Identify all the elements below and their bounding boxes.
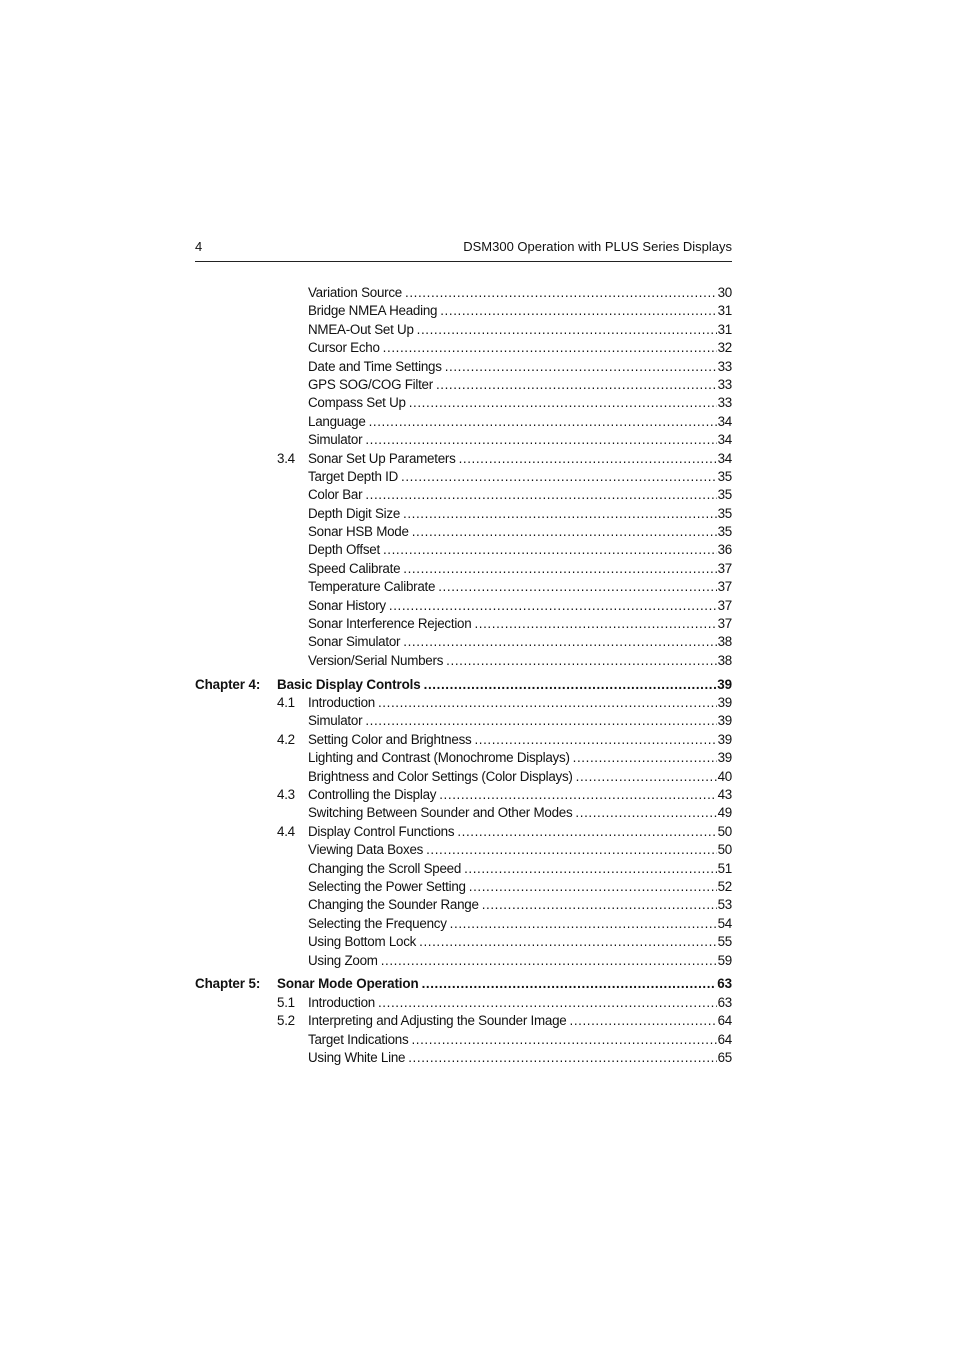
toc-chapter-row — [195, 975, 732, 994]
toc-page-number: 39 — [717, 676, 732, 692]
toc-entry-row — [195, 768, 732, 786]
toc-dot-leader — [378, 994, 717, 1012]
toc-dot-leader — [422, 975, 717, 993]
toc-section-number: 4.2 — [277, 731, 295, 747]
toc-entry-title: Lighting and Contrast (Monochrome Displays) — [308, 750, 570, 766]
toc-entry — [277, 676, 732, 694]
toc-entry — [308, 731, 732, 749]
toc-page-number: 63 — [717, 976, 732, 992]
toc-entry — [308, 284, 732, 302]
toc-entry-row — [195, 1049, 732, 1067]
toc-dot-leader — [438, 578, 716, 596]
toc-entry-row — [195, 878, 732, 896]
toc-page-number: 35 — [717, 468, 732, 484]
toc-entry-row — [195, 952, 732, 970]
toc-dot-leader — [426, 841, 717, 859]
toc-entry-title: Simulator — [308, 713, 363, 729]
toc-entry — [308, 652, 732, 670]
toc-entry-title: Bridge NMEA Heading — [308, 303, 438, 319]
toc-entry-row — [195, 633, 732, 651]
toc-entry — [308, 860, 732, 878]
toc-page-number: 33 — [717, 395, 732, 411]
toc-dot-leader — [378, 694, 717, 712]
toc-page-number: 35 — [717, 524, 732, 540]
toc-entry — [308, 712, 732, 730]
toc-page-number: 36 — [717, 542, 732, 558]
toc-dot-leader — [403, 633, 716, 651]
toc-entry-title: Color Bar — [308, 487, 363, 503]
toc-entry-row — [195, 284, 732, 302]
toc-section-row — [195, 994, 732, 1012]
toc-entry-title: Sonar Simulator — [308, 634, 401, 650]
toc-entry — [308, 933, 732, 951]
toc-dot-leader — [389, 597, 717, 615]
toc-page-number: 39 — [717, 750, 732, 766]
toc-entry — [308, 1049, 732, 1067]
toc-entry-row — [195, 358, 732, 376]
toc-dot-leader — [439, 786, 716, 804]
toc-entry-row — [195, 597, 732, 615]
toc-entry — [308, 450, 732, 468]
toc-dot-leader — [417, 321, 717, 339]
toc-entry — [308, 952, 732, 970]
toc-entry-title: Depth Digit Size — [308, 505, 401, 521]
toc-entry-row — [195, 413, 732, 431]
toc-entry — [308, 413, 732, 431]
toc-entry — [308, 615, 732, 633]
toc-entry-title: Sonar Set Up Parameters — [308, 450, 456, 466]
toc-dot-leader — [365, 712, 716, 730]
toc-entry-title: Introduction — [308, 994, 375, 1010]
toc-dot-leader — [383, 339, 717, 357]
toc-entry-title: Sonar Mode Operation — [277, 976, 419, 992]
toc-dot-leader — [450, 915, 717, 933]
toc-entry — [308, 597, 732, 615]
toc-page-number: 30 — [717, 285, 732, 300]
toc-entry-title: Date and Time Settings — [308, 358, 442, 374]
toc-entry-row — [195, 560, 732, 578]
toc-entry-title: Compass Set Up — [308, 395, 406, 411]
toc-entry — [308, 376, 732, 394]
toc-dot-leader — [436, 376, 717, 394]
toc-dot-leader — [403, 560, 716, 578]
header-rule — [195, 261, 732, 262]
toc-page-number: 50 — [717, 823, 732, 839]
toc-entry-title: Interpreting and Adjusting the Sounder Image — [308, 1013, 567, 1029]
toc-chapter-row — [195, 676, 732, 695]
toc-dot-leader — [365, 431, 716, 449]
toc-page-number: 59 — [717, 952, 732, 968]
toc-dot-leader — [405, 284, 717, 302]
toc-entry — [308, 505, 732, 523]
toc-dot-leader — [419, 933, 716, 951]
toc-entry-title: Brightness and Color Settings (Color Displays) — [308, 768, 573, 784]
toc-entry-title: Selecting the Frequency — [308, 915, 447, 931]
toc-section-row — [195, 731, 732, 749]
toc-dot-leader — [457, 823, 716, 841]
toc-section-row — [195, 1012, 732, 1030]
toc-page-number: 37 — [717, 597, 732, 613]
toc-entry-title: Depth Offset — [308, 542, 380, 558]
toc-page-number: 39 — [717, 695, 732, 711]
toc-entry-row — [195, 841, 732, 859]
toc-entry-row — [195, 804, 732, 822]
toc-section-number: 4.4 — [277, 823, 295, 839]
toc-entry-title: Version/Serial Numbers — [308, 652, 444, 668]
toc-page-number: 65 — [717, 1050, 732, 1066]
toc-entry — [277, 975, 732, 993]
toc-page-number: 35 — [717, 505, 732, 521]
toc-section-number: 4.1 — [277, 695, 295, 711]
toc-entry-row — [195, 523, 732, 541]
toc-page-number: 50 — [717, 842, 732, 858]
toc-dot-leader — [576, 768, 717, 786]
toc-entry-row — [195, 541, 732, 559]
toc-entry — [308, 486, 732, 504]
toc-dot-leader — [570, 1012, 717, 1030]
toc-entry-row — [195, 578, 732, 596]
toc-entry-title: Speed Calibrate — [308, 560, 401, 576]
toc-entry-row — [195, 749, 732, 767]
toc-page-number: 51 — [717, 860, 732, 876]
toc-entry-title: Selecting the Power Setting — [308, 879, 466, 894]
toc-dot-leader — [409, 394, 717, 412]
toc-dot-leader — [403, 505, 717, 523]
toc-dot-leader — [381, 952, 717, 970]
toc-dot-leader — [383, 541, 717, 559]
toc-entry-title: Cursor Echo — [308, 340, 380, 356]
toc-page-number: 40 — [717, 768, 732, 784]
toc-page-number: 54 — [717, 915, 732, 931]
toc-entry-row — [195, 915, 732, 933]
toc-entry — [308, 749, 732, 767]
toc-entry — [308, 878, 732, 896]
toc-entry-row — [195, 1031, 732, 1049]
toc-entry-title: Changing the Sounder Range — [308, 897, 479, 913]
toc-entry-title: GPS SOG/COG Filter — [308, 376, 433, 392]
toc-page-number: 39 — [717, 713, 732, 729]
toc-section-number: 5.2 — [277, 1013, 295, 1029]
table-of-contents — [195, 284, 732, 1067]
toc-section-row — [195, 823, 732, 841]
toc-page-number: 38 — [717, 634, 732, 650]
toc-entry-title: Changing the Scroll Speed — [308, 860, 462, 876]
toc-page-number: 35 — [717, 487, 732, 503]
toc-entry-title: Using Bottom Lock — [308, 934, 417, 950]
toc-page-number: 43 — [717, 787, 732, 803]
toc-entry-title: Temperature Calibrate — [308, 579, 436, 595]
toc-entry-title: Simulator — [308, 432, 363, 448]
toc-page-number: 33 — [717, 376, 732, 392]
toc-section-number: 3.4 — [277, 450, 295, 466]
toc-page-number: 34 — [717, 413, 732, 429]
toc-entry-title: Using White Line — [308, 1050, 406, 1066]
toc-dot-leader — [482, 896, 717, 914]
toc-entry — [308, 896, 732, 914]
toc-entry-row — [195, 712, 732, 730]
toc-entry-title: Viewing Data Boxes — [308, 842, 424, 858]
toc-entry — [308, 804, 732, 822]
toc-entry — [308, 578, 732, 596]
toc-entry-title: Switching Between Sounder and Other Modes — [308, 805, 573, 821]
toc-entry-title: Sonar HSB Mode — [308, 524, 409, 540]
toc-page-number: 31 — [717, 321, 732, 337]
toc-entry — [308, 915, 732, 933]
toc-entry — [308, 560, 732, 578]
toc-page-number: 53 — [717, 897, 732, 913]
toc-entry-title: Using Zoom — [308, 952, 378, 968]
toc-entry-title: Language — [308, 413, 366, 429]
toc-entry — [308, 768, 732, 786]
toc-page-number: 38 — [717, 652, 732, 668]
toc-entry-title: Target Depth ID — [308, 468, 399, 484]
document-title: DSM300 Operation with PLUS Series Displays — [463, 239, 732, 254]
toc-entry-row — [195, 933, 732, 951]
toc-entry-row — [195, 394, 732, 412]
toc-section-number: 4.3 — [277, 787, 295, 803]
toc-page-number: 32 — [717, 340, 732, 356]
toc-entry-title: Setting Color and Brightness — [308, 731, 472, 747]
toc-page-number: 37 — [717, 616, 732, 632]
toc-entry — [308, 302, 732, 320]
toc-page-number: 33 — [717, 358, 732, 374]
toc-entry — [308, 394, 732, 412]
toc-entry-title: NMEA-Out Set Up — [308, 321, 414, 337]
toc-entry-row — [195, 896, 732, 914]
toc-page-number: 52 — [717, 879, 732, 894]
toc-entry-title: Display Control Functions — [308, 823, 455, 839]
toc-page-number: 37 — [717, 579, 732, 595]
toc-entry — [308, 1031, 732, 1049]
toc-entry — [308, 541, 732, 559]
toc-entry-row — [195, 376, 732, 394]
toc-dot-leader — [401, 468, 717, 486]
page-header — [195, 238, 732, 258]
toc-entry — [308, 633, 732, 651]
toc-entry — [308, 468, 732, 486]
toc-entry — [308, 994, 732, 1012]
toc-dot-leader — [459, 450, 717, 468]
toc-chapter-label: Chapter 4: — [195, 676, 261, 692]
toc-entry-title: Controlling the Display — [308, 787, 437, 803]
toc-dot-leader — [369, 413, 717, 431]
toc-section-row — [195, 450, 732, 468]
toc-dot-leader — [474, 731, 716, 749]
toc-entry-row — [195, 468, 732, 486]
toc-entry-row — [195, 860, 732, 878]
toc-chapter-label: Chapter 5: — [195, 976, 261, 992]
toc-dot-leader — [464, 860, 717, 878]
toc-dot-leader — [411, 1031, 716, 1049]
toc-entry — [308, 786, 732, 804]
toc-page-number: 31 — [717, 303, 732, 319]
toc-entry — [308, 523, 732, 541]
toc-page-number: 63 — [717, 994, 732, 1010]
toc-entry-title: Target Indications — [308, 1031, 409, 1047]
toc-entry-title: Basic Display Controls — [277, 676, 421, 692]
toc-page-number: 37 — [717, 560, 732, 576]
toc-dot-leader — [408, 1049, 716, 1067]
toc-page-number: 64 — [717, 1013, 732, 1029]
toc-section-row — [195, 694, 732, 712]
toc-dot-leader — [469, 878, 717, 896]
toc-page-number: 64 — [717, 1031, 732, 1047]
toc-dot-leader — [575, 804, 716, 822]
toc-page-number: 34 — [717, 432, 732, 448]
toc-page-number: 55 — [717, 934, 732, 950]
toc-entry — [308, 823, 732, 841]
toc-entry-row — [195, 652, 732, 670]
toc-entry — [308, 358, 732, 376]
toc-section-number: 5.1 — [277, 994, 295, 1010]
toc-dot-leader — [440, 302, 716, 320]
toc-entry — [308, 339, 732, 357]
toc-entry-title: Sonar Interference Rejection — [308, 616, 472, 632]
toc-entry — [308, 431, 732, 449]
toc-dot-leader — [365, 486, 716, 504]
toc-entry — [308, 321, 732, 339]
toc-page-number: 39 — [717, 731, 732, 747]
toc-entry-row — [195, 431, 732, 449]
toc-entry-row — [195, 302, 732, 320]
toc-dot-leader — [474, 615, 716, 633]
toc-dot-leader — [573, 749, 717, 767]
toc-entry-row — [195, 615, 732, 633]
toc-page-number: 34 — [717, 450, 732, 466]
toc-entry-row — [195, 321, 732, 339]
toc-dot-leader — [424, 676, 717, 694]
toc-entry-title: Variation Source — [308, 285, 403, 300]
toc-entry — [308, 694, 732, 712]
toc-entry-row — [195, 339, 732, 357]
page-number: 4 — [195, 239, 203, 254]
toc-entry-title: Sonar History — [308, 597, 386, 613]
toc-entry — [308, 841, 732, 859]
toc-entry-row — [195, 486, 732, 504]
toc-entry-title: Introduction — [308, 695, 375, 711]
toc-dot-leader — [412, 523, 717, 541]
toc-dot-leader — [445, 358, 717, 376]
toc-entry-row — [195, 505, 732, 523]
toc-entry — [308, 1012, 732, 1030]
toc-dot-leader — [446, 652, 716, 670]
toc-page-number: 49 — [717, 805, 732, 821]
toc-section-row — [195, 786, 732, 804]
